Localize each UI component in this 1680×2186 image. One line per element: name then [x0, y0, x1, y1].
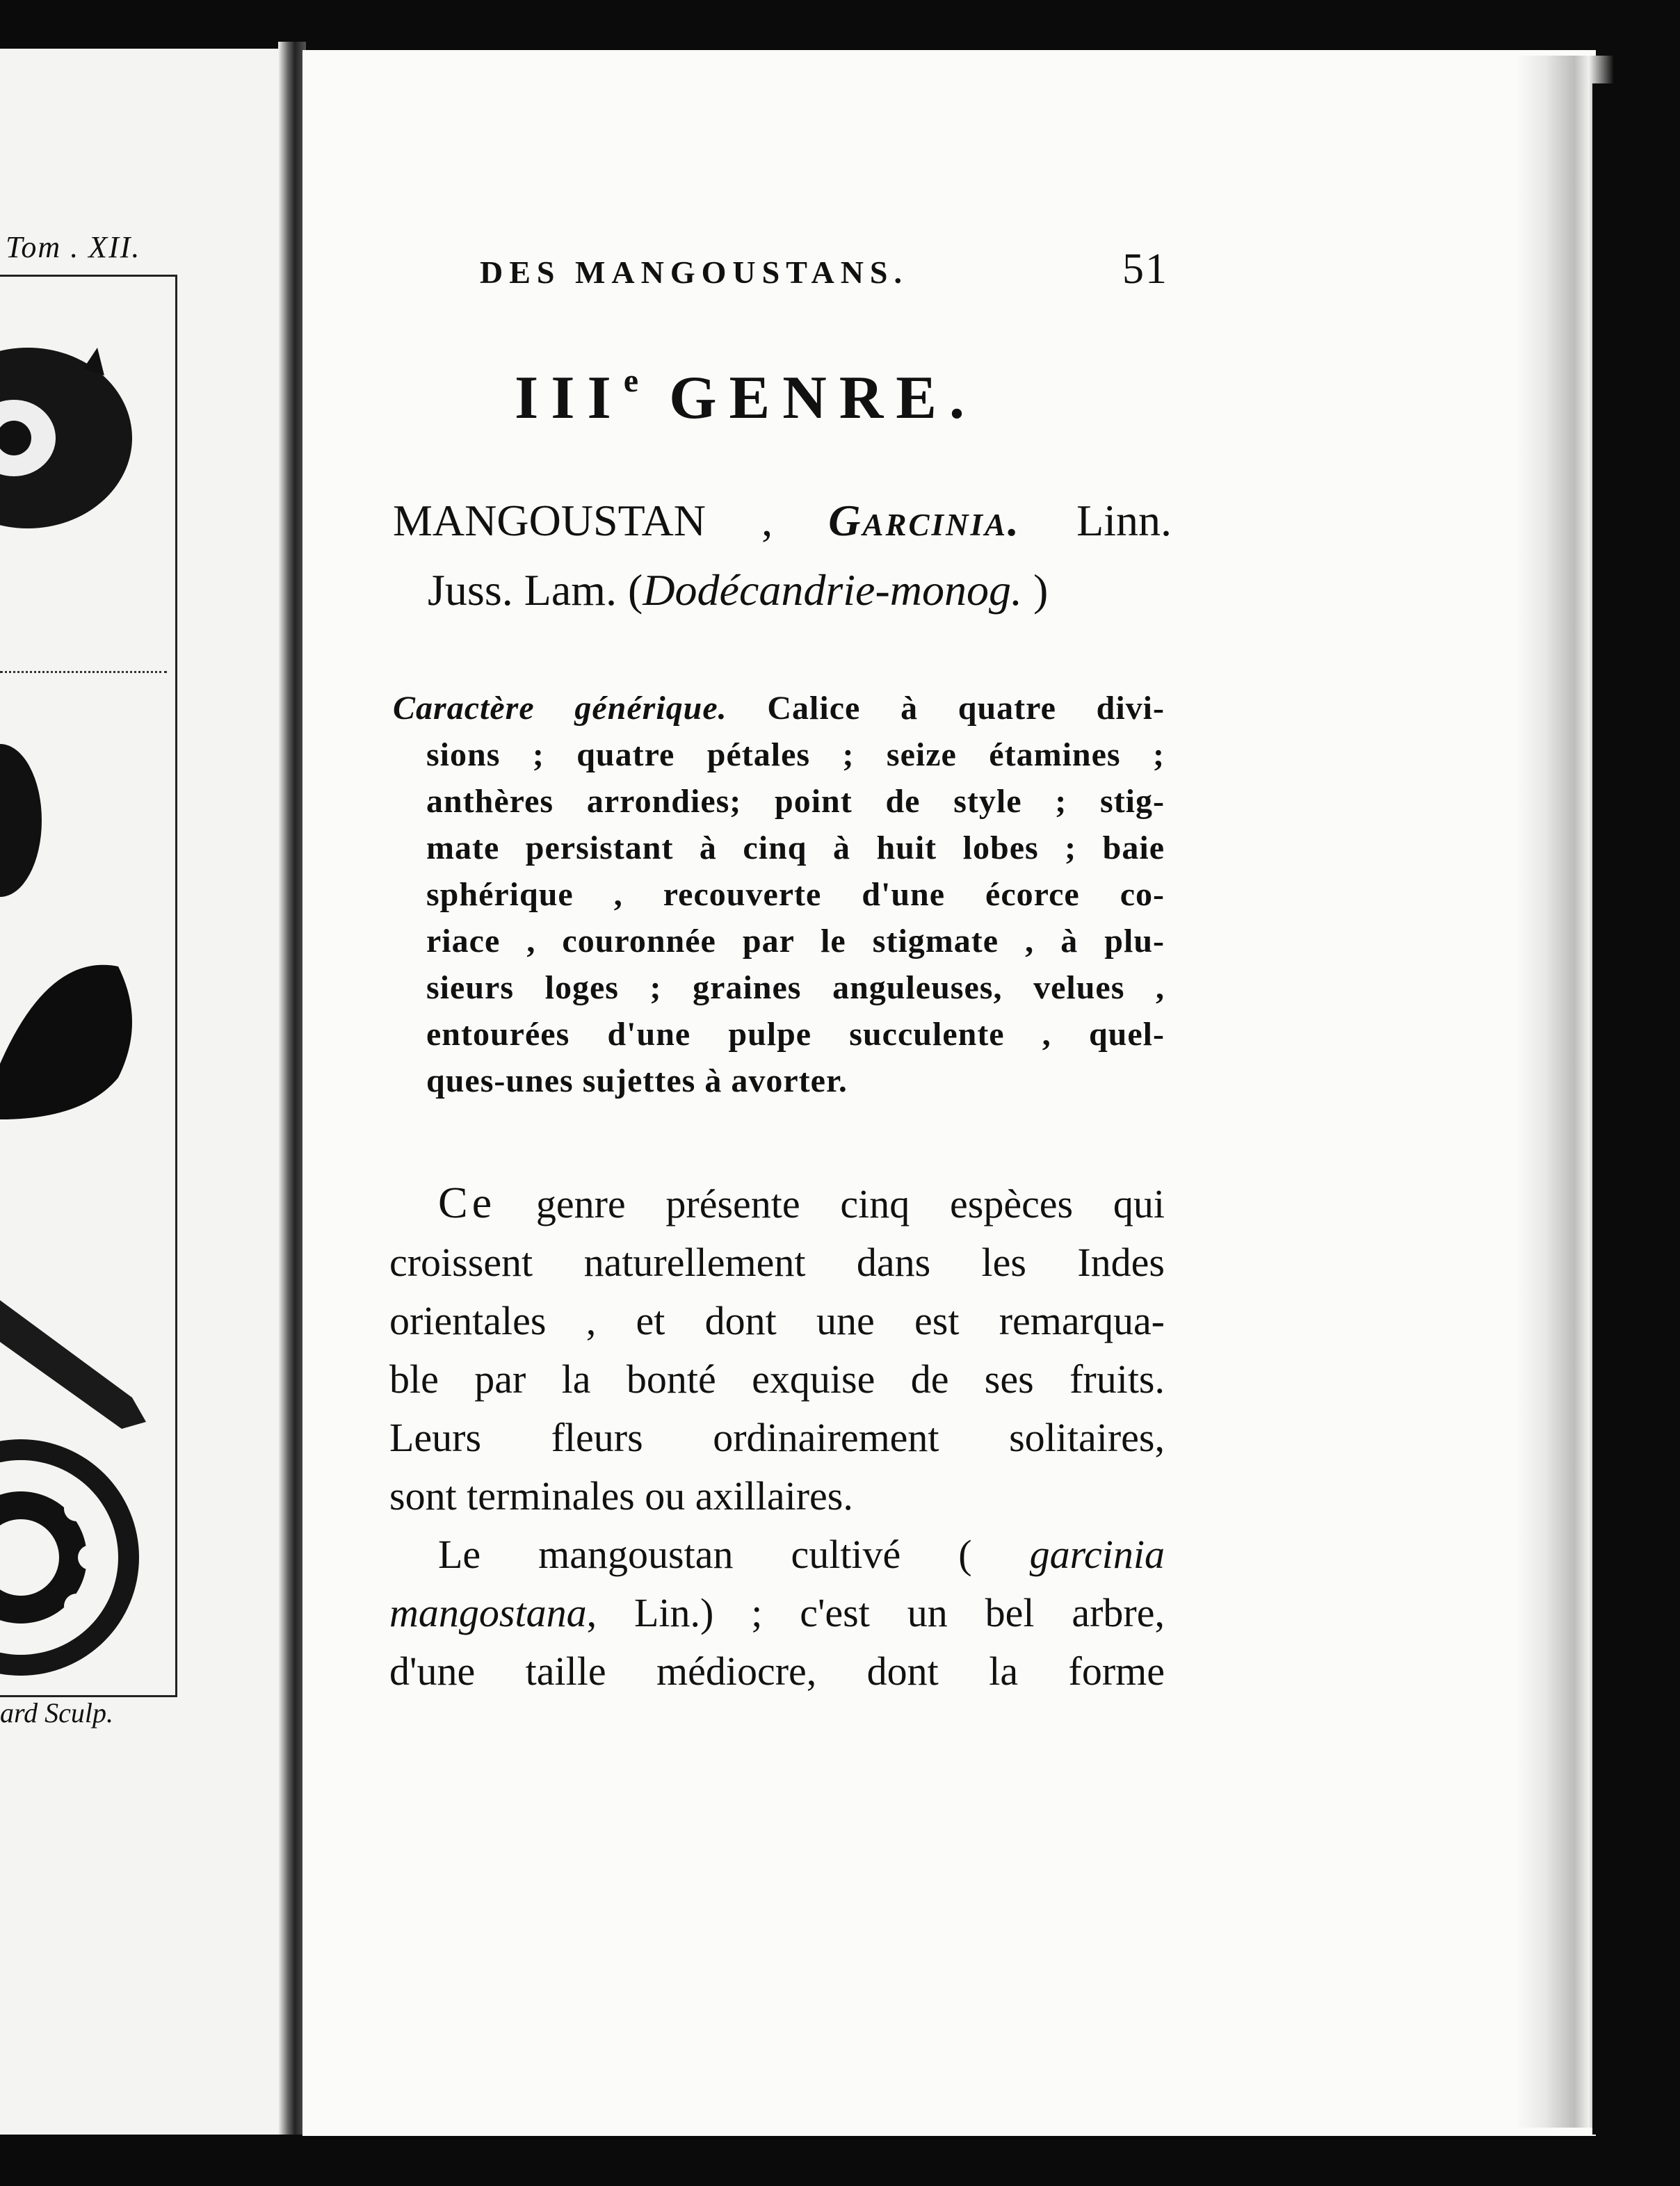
generic-character-label: Caractère générique. — [393, 690, 727, 727]
body-line: sont terminales ou axillaires. — [389, 1473, 853, 1519]
genre-word: GENRE. — [669, 364, 978, 432]
running-head-title: DES MANGOUSTANS. — [480, 254, 908, 290]
genus-title-line-2 — [428, 565, 1048, 616]
seed-drawing — [0, 744, 42, 897]
book-gutter — [278, 42, 306, 2135]
genus-authority: Linn. — [1021, 496, 1172, 545]
botanical-illustration — [0, 49, 289, 2135]
generic-character-line: sions ; quatre pétales ; seize étamines ; — [426, 736, 1165, 773]
generic-character-line: sphérique , recouverte d'une écorce co- — [426, 876, 1165, 913]
flower-bottom-drawing — [0, 1439, 139, 1676]
genre-ordinal-suffix: e — [623, 362, 642, 399]
genus-classification: Dodécandrie-monog. — [643, 565, 1022, 615]
generic-character-line: sieurs loges ; graines anguleuses, velues , — [426, 969, 1165, 1006]
genus-name: MANGOUSTAN , — [393, 496, 829, 545]
genre-heading — [515, 362, 977, 433]
genus-paren-close: ) — [1021, 565, 1049, 615]
body-line-text: , Lin.) ; c'est un bel arbre, — [586, 1590, 1165, 1635]
branch-drawing — [0, 1300, 146, 1429]
body-line: orientales , et dont une est remarqua- — [389, 1298, 1165, 1343]
drop-cap: Ce — [438, 1178, 496, 1227]
generic-character-line — [393, 685, 1165, 731]
body-line-text: Le mangoustan cultivé ( — [438, 1532, 1030, 1577]
genus-authorities: Juss. Lam. ( — [428, 565, 643, 615]
body-line — [389, 1584, 1165, 1642]
plate-caption-top: Tom . XII. — [6, 230, 141, 264]
body-line-text: genre présente cinq espèces qui — [496, 1181, 1165, 1226]
body-text — [389, 1174, 1165, 1701]
genus-title-line-1 — [393, 495, 1172, 546]
genre-numeral: III — [515, 364, 624, 432]
body-line: croissent naturellement dans les Indes — [389, 1240, 1165, 1285]
species-name-italic: garcinia — [1029, 1532, 1165, 1577]
body-line: d'une taille médiocre, dont la forme — [389, 1649, 1165, 1694]
generic-character-line: ques-unes sujettes à avorter. — [426, 1062, 848, 1099]
running-head — [480, 245, 1168, 294]
page-number: 51 — [1122, 245, 1168, 293]
generic-character-text: Calice à quatre divi- — [727, 690, 1165, 727]
generic-character-paragraph — [393, 685, 1165, 1104]
genus-latin-name: Garcinia. — [828, 496, 1021, 545]
generic-character-line: anthères arrondies; point de style ; stig- — [426, 783, 1165, 820]
generic-character-line: riace , couronnée par le stigmate , à plu- — [426, 923, 1165, 960]
species-name-italic: mangostana — [389, 1590, 587, 1635]
plate-engraver-signature: ard Sculp. — [0, 1697, 113, 1728]
generic-character-line: entourées d'une pulpe succulente , quel- — [426, 1016, 1165, 1053]
left-page-plate — [0, 49, 289, 2135]
scan-border — [1592, 83, 1680, 2135]
body-line: ble par la bonté exquise de ses fruits. — [389, 1357, 1165, 1402]
fruit-section-drawing — [0, 965, 132, 1119]
flower-top-drawing — [0, 348, 132, 528]
generic-character-line: mate persistant à cinq à huit lobes ; baie — [426, 829, 1165, 866]
body-line: Leurs fleurs ordinairement solitaires, — [389, 1415, 1165, 1460]
body-line — [389, 1174, 1165, 1233]
body-line — [389, 1525, 1165, 1584]
